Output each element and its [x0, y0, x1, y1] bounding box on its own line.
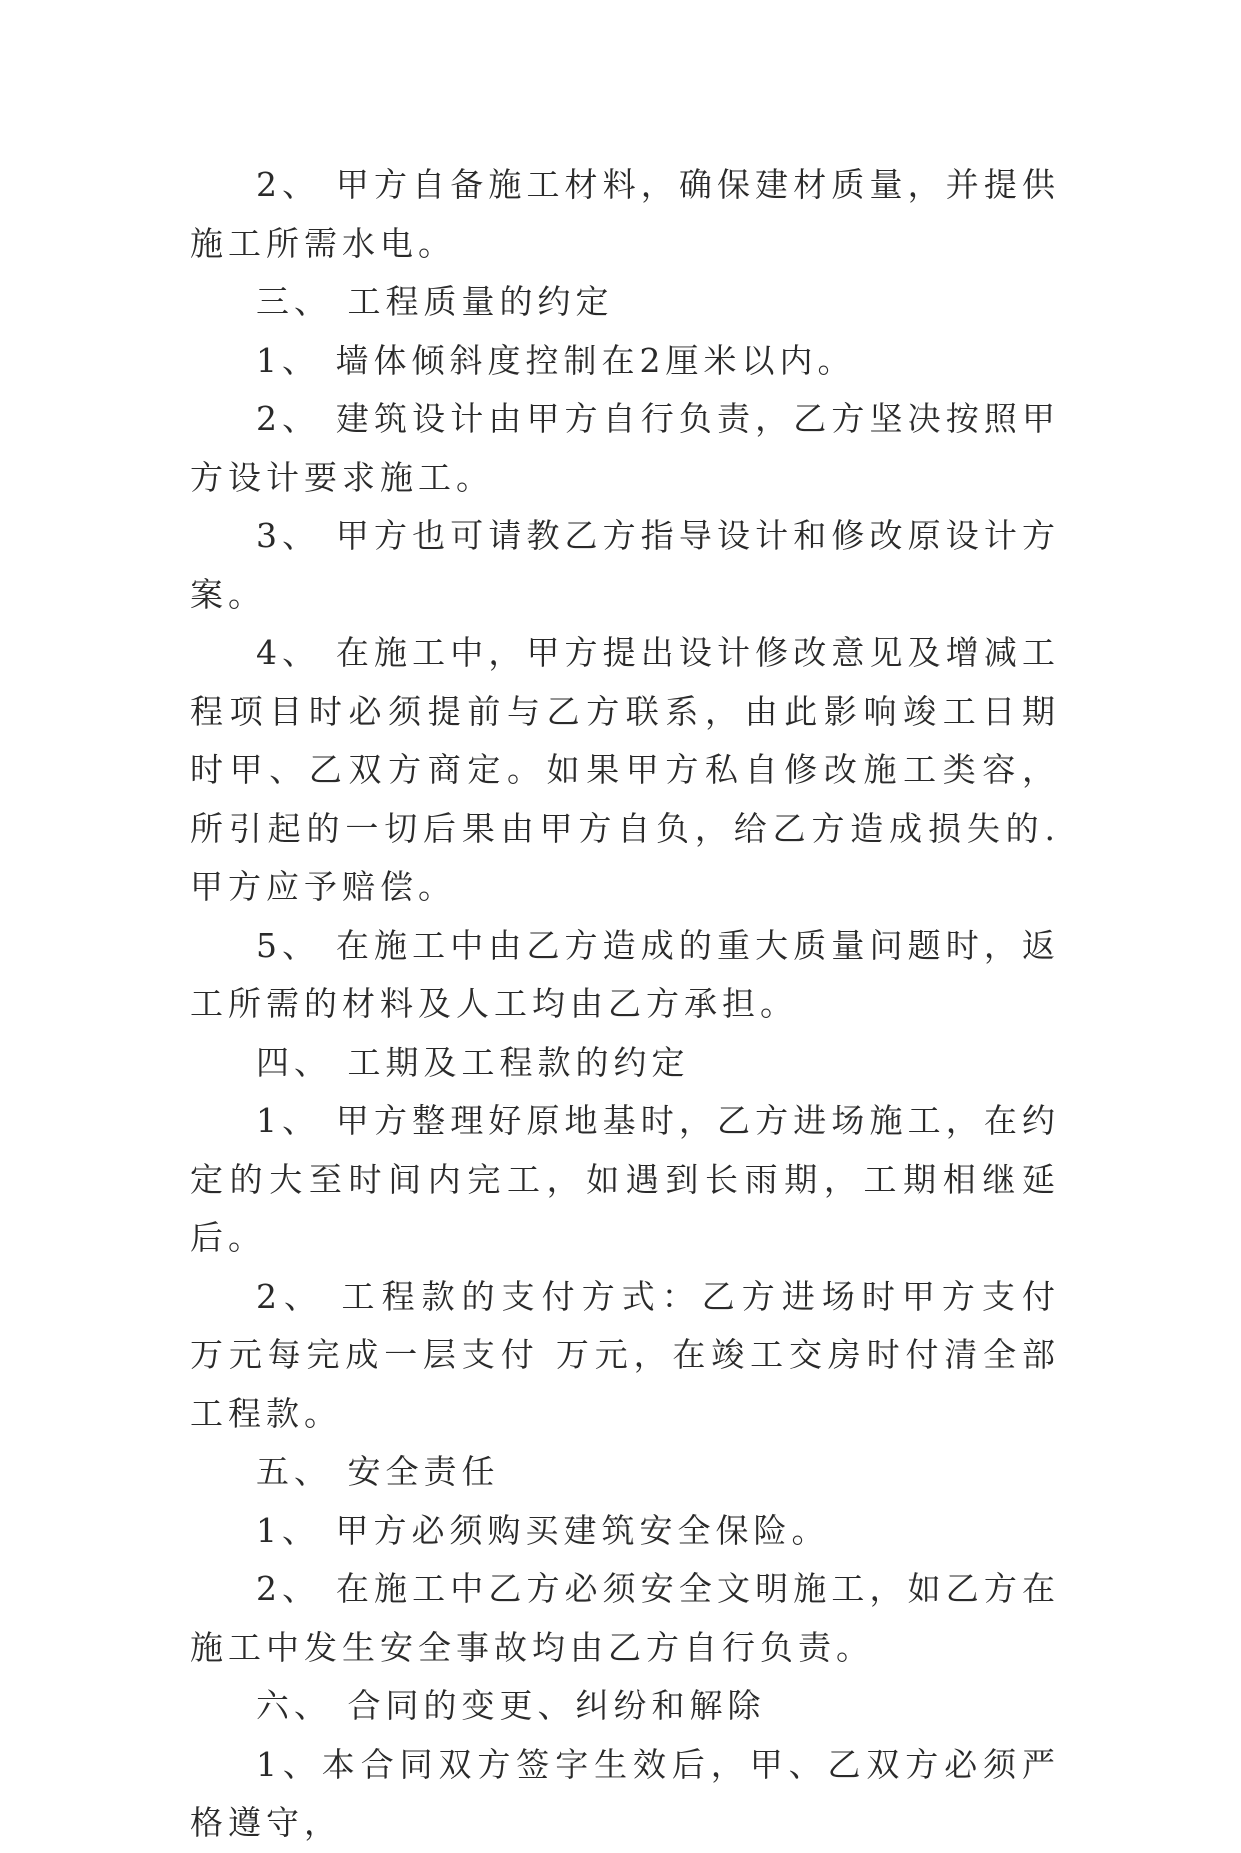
paragraph-item-wall-tilt: 1、 墙体倾斜度控制在2厘米以内。 [256, 340, 856, 380]
document-body [190, 156, 1060, 1853]
paragraph-item-insurance: 1、 甲方必须购买建筑安全保险。 [256, 1510, 830, 1550]
paragraph-item-rework: 5、 在施工中由乙方造成的重大质量问题时，返工所需的材料及人工均由乙方承担。 [190, 925, 1060, 1023]
section-heading-quality: 三、 工程质量的约定 [256, 282, 614, 321]
paragraph-item-materials: 2、 甲方自备施工材料，确保建材质量，并提供施工所需水电。 [190, 165, 1060, 263]
paragraph-item-design: 2、 建筑设计由甲方自行负责，乙方坚决按照甲方设计要求施工。 [190, 399, 1060, 497]
paragraph-item-payment: 2、 工程款的支付方式：乙方进场时甲方支付 万元每完成一层支付 万元，在竣工交房时付清全部工程款。 [190, 1276, 1060, 1433]
section-heading-safety: 五、 安全责任 [256, 1452, 500, 1491]
paragraph-item-safe-construction: 2、 在施工中乙方必须安全文明施工，如乙方在施工中发生安全事故均由乙方自行负责。 [190, 1569, 1060, 1667]
paragraph-item-modification: 4、 在施工中，甲方提出设计修改意见及增减工程项目时必须提前与乙方联系，由此影响竣工日期时甲、乙双方商定。如果甲方私自修改施工类容，所引起的一切后果由甲方自负，给乙方造成损失的.甲方应予赔偿。 [190, 633, 1060, 906]
paragraph-item-consult: 3、 甲方也可请教乙方指导设计和修改原设计方案。 [190, 516, 1060, 614]
section-heading-schedule-payment: 四、 工期及工程款的约定 [256, 1042, 690, 1082]
paragraph-item-contract-effect: 1、本合同双方签字生效后，甲、乙双方必须严格遵守， [190, 1744, 1060, 1842]
section-heading-contract-changes: 六、 合同的变更、纠纷和解除 [256, 1686, 766, 1725]
paragraph-item-schedule: 1、 甲方整理好原地基时，乙方进场施工，在约定的大至时间内完工，如遇到长雨期，工期相继延后。 [190, 1101, 1060, 1257]
